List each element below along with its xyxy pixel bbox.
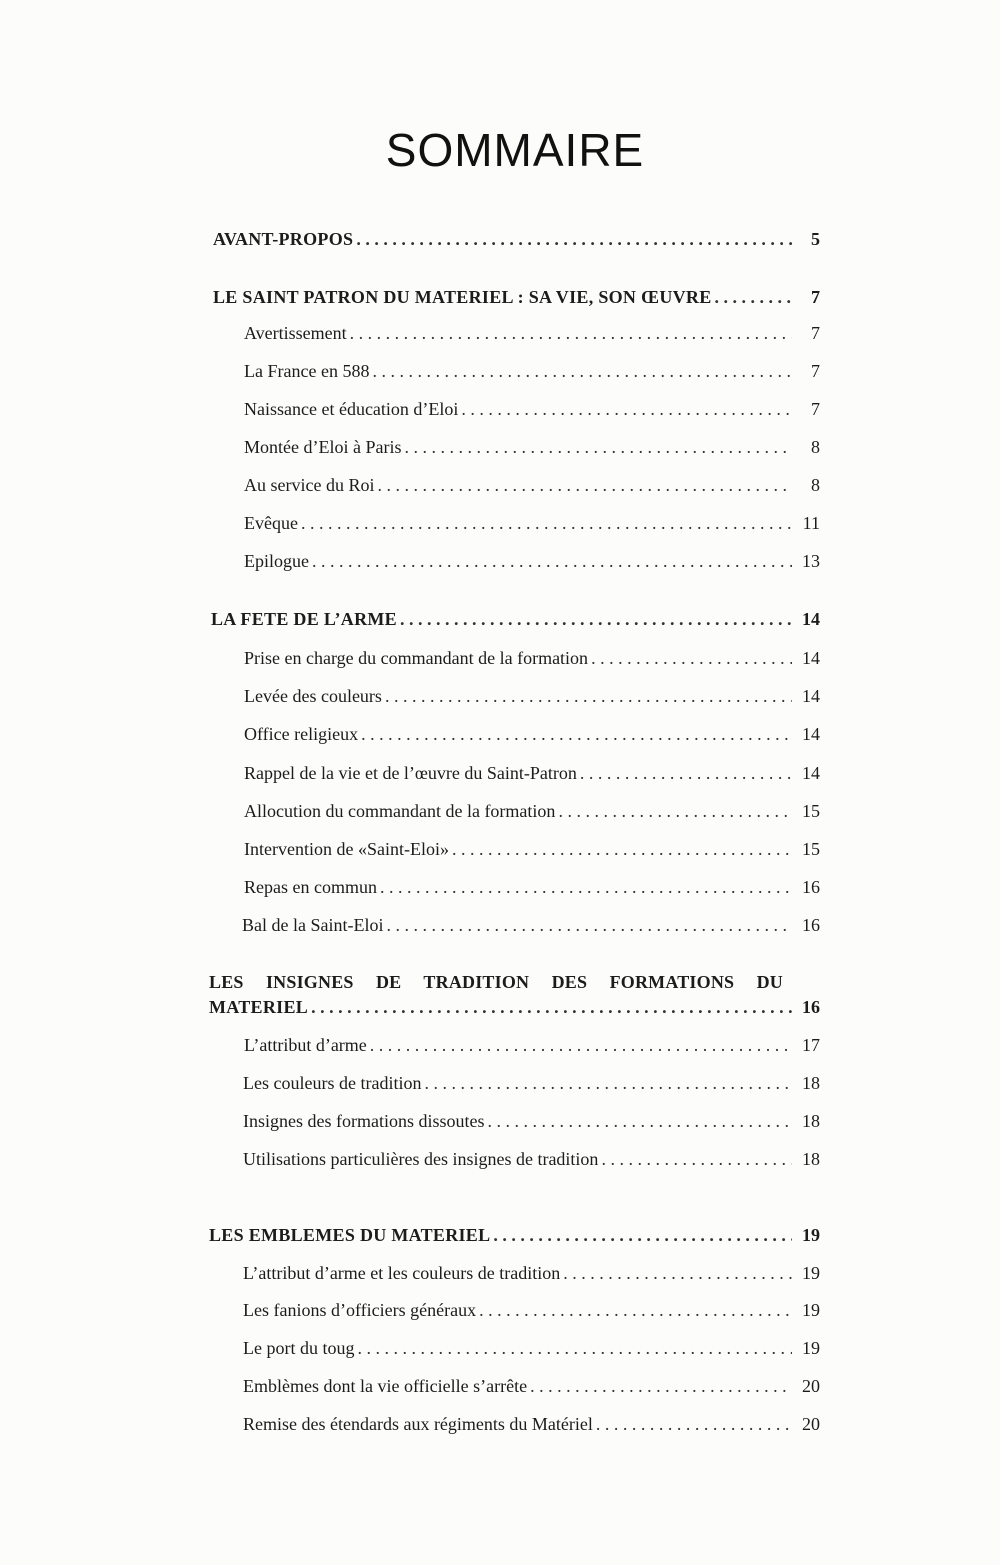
toc-item[interactable]: [244, 436, 820, 458]
toc-section-emblemes[interactable]: [209, 1224, 820, 1246]
toc-section-label-line1[interactable]: LES INSIGNES DE TRADITION DES FORMATIONS DU: [209, 972, 783, 992]
toc-item-label: Montée d’Eloi à Paris: [244, 437, 402, 457]
toc-item[interactable]: [243, 1413, 820, 1435]
leader-dots: [487, 1110, 792, 1132]
toc-page-number: 7: [811, 399, 820, 419]
leader-dots: [558, 800, 792, 822]
leader-dots: [530, 1375, 792, 1397]
toc-item-label: Intervention de «Saint-Eloi»: [244, 839, 449, 859]
toc-item-label: Au service du Roi: [244, 475, 375, 495]
leader-dots: [385, 685, 792, 707]
toc-item-label: Les fanions d’officiers généraux: [243, 1300, 477, 1320]
toc-item-label: Office religieux: [244, 724, 359, 744]
toc-page-number: 8: [811, 437, 820, 457]
leader-dots: [311, 996, 792, 1018]
leader-dots: [601, 1148, 792, 1170]
toc-page-number: 7: [811, 361, 820, 381]
toc-item-label: Avertissement: [244, 323, 347, 343]
toc-page-number: 18: [802, 1149, 820, 1169]
toc-item[interactable]: [244, 550, 820, 572]
leader-dots: [350, 322, 792, 344]
toc-item[interactable]: [244, 876, 820, 898]
toc-page-number: 18: [802, 1073, 820, 1093]
toc-item[interactable]: [244, 838, 820, 860]
leader-dots: [370, 1034, 792, 1056]
toc-page-number: 20: [802, 1376, 820, 1396]
toc-item[interactable]: [243, 1148, 820, 1170]
leader-dots: [424, 1072, 792, 1094]
toc-item[interactable]: [243, 1262, 820, 1284]
toc-item[interactable]: [243, 1299, 820, 1321]
toc-item-label: Levée des couleurs: [244, 686, 382, 706]
leader-dots: [596, 1413, 792, 1435]
toc-page-number: 13: [802, 551, 820, 571]
leader-dots: [461, 398, 792, 420]
toc-item[interactable]: [242, 914, 820, 936]
toc-section-label: MATERIEL: [209, 997, 309, 1017]
toc-page-number: 16: [802, 877, 820, 897]
leader-dots: [479, 1299, 792, 1321]
toc-page-number: 11: [802, 513, 820, 533]
toc-section-fete-arme[interactable]: [211, 608, 820, 630]
toc-page-number: 15: [802, 801, 820, 821]
toc-item[interactable]: [244, 762, 820, 784]
toc-page-number: 14: [802, 686, 820, 706]
leader-dots: [377, 474, 792, 496]
leader-dots: [563, 1262, 792, 1284]
toc-page-number: 19: [802, 1300, 820, 1320]
toc-item-label: Bal de la Saint-Eloi: [242, 915, 384, 935]
toc-page-number: 8: [811, 475, 820, 495]
toc-page-number: 19: [802, 1263, 820, 1283]
toc-section-label: LA FETE DE L’ARME: [211, 609, 397, 629]
toc-item-label: Repas en commun: [244, 877, 377, 897]
leader-dots: [715, 286, 792, 308]
toc-item-label: Emblèmes dont la vie officielle s’arrête: [243, 1376, 528, 1396]
toc-page-number: 16: [802, 915, 820, 935]
toc-section-saint-patron[interactable]: [213, 286, 820, 308]
toc-section-label: AVANT-PROPOS: [213, 229, 354, 249]
leader-dots: [493, 1224, 792, 1246]
leader-dots: [372, 360, 792, 382]
leader-dots: [380, 876, 792, 898]
toc-page-number: 18: [802, 1111, 820, 1131]
toc-item[interactable]: [243, 1072, 820, 1094]
toc-item[interactable]: [244, 360, 820, 382]
toc-item[interactable]: [244, 800, 820, 822]
toc-item[interactable]: [243, 1375, 820, 1397]
toc-item-label: Epilogue: [244, 551, 309, 571]
toc-page-number: 14: [802, 648, 820, 668]
toc-item[interactable]: [244, 512, 820, 534]
toc-item-label: L’attribut d’arme: [244, 1035, 367, 1055]
toc-item[interactable]: [244, 723, 820, 745]
toc-item[interactable]: [244, 474, 820, 496]
toc-page-number: 14: [802, 763, 820, 783]
toc-item-label: Evêque: [244, 513, 298, 533]
toc-item[interactable]: [243, 1337, 820, 1359]
toc-section-insignes[interactable]: [209, 996, 820, 1018]
toc-item[interactable]: [244, 322, 820, 344]
toc-item[interactable]: [244, 647, 820, 669]
leader-dots: [386, 914, 792, 936]
toc-page-number: 14: [802, 724, 820, 744]
leader-dots: [452, 838, 792, 860]
toc-item-label: Insignes des formations dissoutes: [243, 1111, 485, 1131]
toc-item[interactable]: [244, 1034, 820, 1056]
leader-dots: [301, 512, 792, 534]
leader-dots: [591, 647, 792, 669]
toc-page-number: 15: [802, 839, 820, 859]
toc-section-label: LES EMBLEMES DU MATERIEL: [209, 1225, 491, 1245]
toc-item-label: Rappel de la vie et de l’œuvre du Saint-Patron: [244, 763, 577, 783]
leader-dots: [356, 228, 792, 250]
toc-page-number: 7: [811, 323, 820, 343]
toc-page-number: 7: [811, 287, 820, 307]
toc-item-label: Le port du toug: [243, 1338, 355, 1358]
toc-item-label: L’attribut d’arme et les couleurs de tradition: [243, 1263, 561, 1283]
toc-item[interactable]: [243, 1110, 820, 1132]
toc-section-label: LE SAINT PATRON DU MATERIEL : SA VIE, SON ŒUVRE: [213, 287, 712, 307]
leader-dots: [400, 608, 792, 630]
toc-section-avant-propos[interactable]: [213, 228, 820, 250]
leader-dots: [580, 762, 792, 784]
toc-page-number: 17: [802, 1035, 820, 1055]
toc-page-number: 20: [802, 1414, 820, 1434]
leader-dots: [312, 550, 792, 572]
leader-dots: [361, 723, 792, 745]
toc-item-label: La France en 588: [244, 361, 370, 381]
toc-item[interactable]: [244, 685, 820, 707]
toc-page-number: 5: [811, 229, 820, 249]
toc-page-number: 19: [802, 1338, 820, 1358]
toc-item[interactable]: [244, 398, 820, 420]
toc-page-number: 19: [802, 1225, 820, 1245]
toc-page-number: 14: [802, 609, 820, 629]
page-title: SOMMAIRE: [385, 123, 645, 176]
toc-item-label: Remise des étendards aux régiments du Matériel: [243, 1414, 593, 1434]
toc-item-label: Prise en charge du commandant de la formation: [244, 648, 589, 668]
toc-page-number: 16: [802, 997, 820, 1017]
leader-dots: [404, 436, 792, 458]
toc-item-label: Allocution du commandant de la formation: [244, 801, 556, 821]
toc-item-label: Les couleurs de tradition: [243, 1073, 422, 1093]
toc-item-label: Utilisations particulières des insignes de tradition: [243, 1149, 599, 1169]
toc-item-label: Naissance et éducation d’Eloi: [244, 399, 459, 419]
leader-dots: [357, 1337, 792, 1359]
